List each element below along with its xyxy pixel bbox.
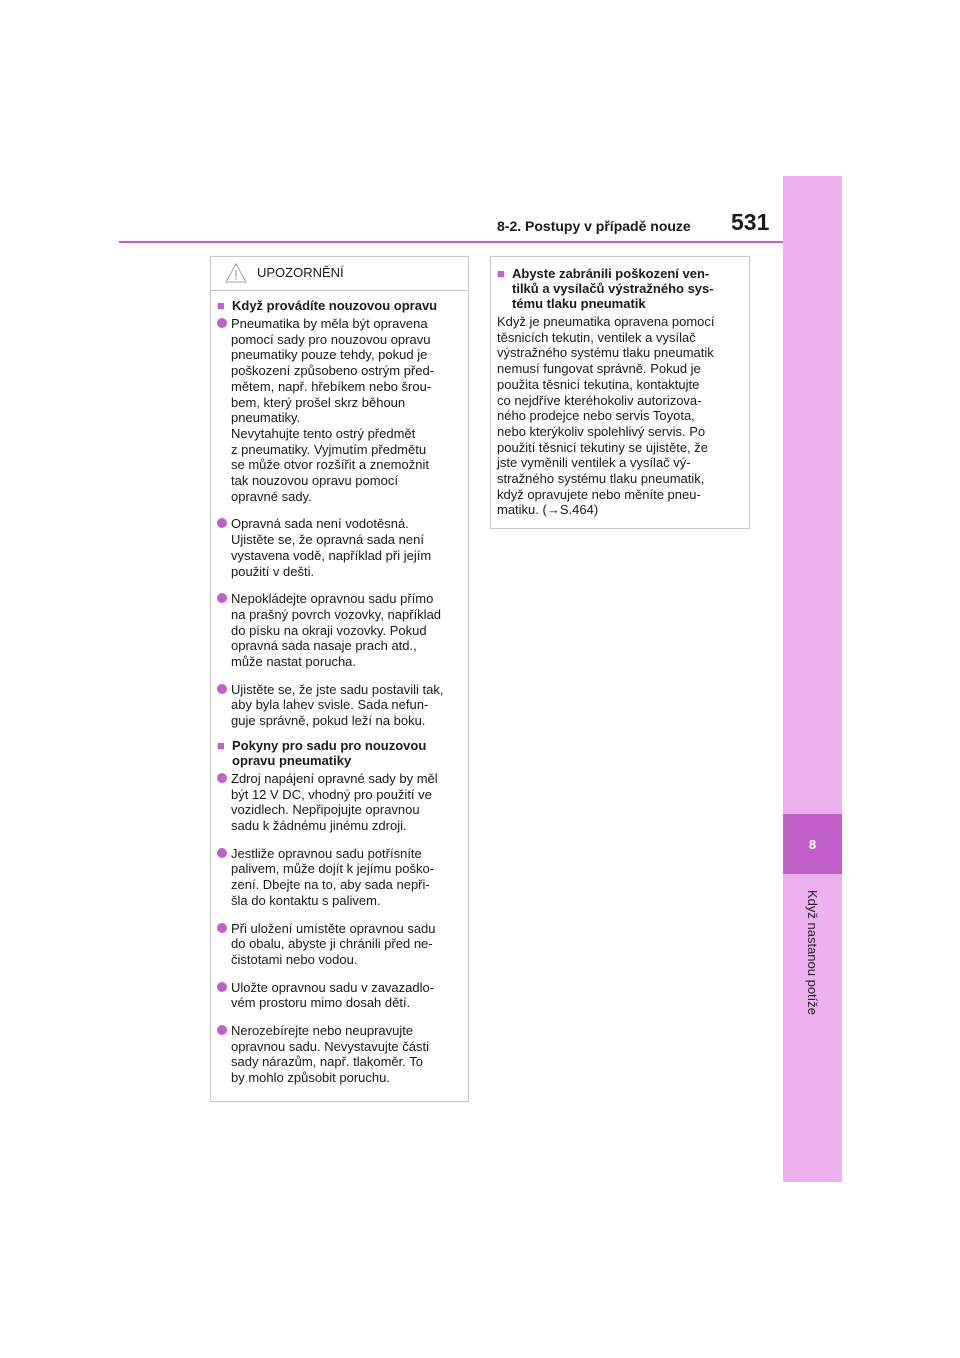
chapter-title-text: Když nastanou potíže	[805, 889, 821, 1015]
list-item-text: Opravná sada není vodotěsná. Ujistěte se, že opravná sada není vystavena vodě, například při jejím použití v dešti.	[231, 516, 432, 579]
section-heading	[217, 738, 462, 768]
heading-text: Když provádíte nouzovou opravu	[232, 298, 438, 313]
warning-content	[211, 291, 468, 1086]
chapter-number: 8	[783, 814, 842, 874]
info-heading-text: Abyste zabránili poškození ven- tilků a vysílačů výstražného sys- tému tlaku pneumatik	[512, 266, 714, 311]
round-bullet-icon	[217, 982, 227, 992]
page-number: 531	[731, 209, 770, 235]
list-item	[217, 771, 462, 834]
info-heading	[497, 266, 743, 311]
info-paragraph: Když je pneumatika opravena pomocí těsnicích tekutin, ventilek a vysílač výstražného systému tlaku pneumatik nemusí fungovat správně. Pokud je použita těsnicí tekutina, kontaktujte co nejdříve kteréhokoliv autorizova- ného prodejce nebo servis Toyota, nebo kterýkoliv spolehlivý servis. Po použití těsnicí tekutiny se ujistěte, že jste vyměnili ventilek a vysílač vý- stražného systému tlaku pneumatik, když opravujete nebo měníte pneu- matiku. (→S.464)	[497, 314, 715, 518]
list-item-text: Nerozebírejte nebo neupravujte opravnou sadu. Nevystavujte části sady nárazům, např. tlakoměr. To by mohlo způsobit poruchu.	[231, 1023, 429, 1086]
list-item-text: Uložte opravnou sadu v zavazadlo- vém prostoru mimo dosah dětí.	[231, 979, 435, 1011]
chapter-title	[800, 882, 826, 1022]
list-item	[217, 516, 462, 579]
square-bullet-icon: ■	[497, 266, 505, 281]
list-item	[217, 980, 462, 1011]
list-item	[217, 591, 462, 670]
list-item-text: Jestliže opravnou sadu potřísníte palivem, může dojít k jejímu poško- zení. Dbejte na to, aby sada nepři- šla do kontaktu s palivem.	[231, 845, 435, 908]
heading-text: Pokyny pro sadu pro nouzovou opravu pneumatiky	[232, 737, 427, 768]
section-heading	[217, 298, 462, 313]
list-item	[217, 682, 462, 729]
info-box	[490, 256, 750, 529]
square-bullet-icon: ■	[217, 737, 225, 753]
warning-box	[210, 256, 469, 1102]
list-item-text: Pneumatika by měla být opravena pomocí sady pro nouzovou opravu pneumatiky pouze tehdy, pokud je poškození způsobeno ostrým před- mětem, např. hřebíkem nebo šrou- bem, který prošel skrz běhoun pneumatiky. Nevytahujte tento ostrý předmět z pneumatiky. Vyjmutím předmětu se může otvor rozšířit a znemožnit tak nouzovou opravu pomocí opravné sady.	[231, 316, 435, 504]
round-bullet-icon	[217, 1025, 227, 1035]
round-bullet-icon	[217, 923, 227, 933]
round-bullet-icon	[217, 684, 227, 694]
warning-title: UPOZORNĚNÍ	[257, 265, 344, 280]
round-bullet-icon	[217, 773, 227, 783]
list-item-text: Zdroj napájení opravné sady by měl být 12 V DC, vhodný pro použití ve vozidlech. Nepřipojujte opravnou sadu k žádnému jinému zdroji.	[231, 770, 438, 833]
info-content	[491, 257, 749, 518]
list-item-text: Při uložení umístěte opravnou sadu do obalu, abyste ji chránili před ne- čistotami nebo vodou.	[231, 920, 436, 967]
list-item-text: Ujistěte se, že jste sadu postavili tak, aby byla lahev svisle. Sada nefun- guje správně, pokud leží na boku.	[231, 681, 444, 729]
list-item	[217, 846, 462, 909]
round-bullet-icon	[217, 518, 227, 528]
list-item-text: Nepokládejte opravnou sadu přímo na prašný povrch vozovky, například do písku na okraji vozovky. Pokud opravná sada nasaje prach atd., může nastat porucha.	[231, 591, 442, 670]
square-bullet-icon: ■	[217, 298, 225, 313]
warning-header	[211, 257, 468, 291]
list-item	[217, 316, 462, 504]
header-divider	[119, 241, 783, 243]
list-item	[217, 1023, 462, 1086]
warning-triangle-icon	[225, 263, 247, 283]
chapter-side-tab	[783, 176, 842, 1182]
round-bullet-icon	[217, 318, 227, 328]
section-title: 8-2. Postupy v případě nouze	[497, 218, 691, 234]
round-bullet-icon	[217, 848, 227, 858]
list-item	[217, 921, 462, 968]
round-bullet-icon	[217, 593, 227, 603]
